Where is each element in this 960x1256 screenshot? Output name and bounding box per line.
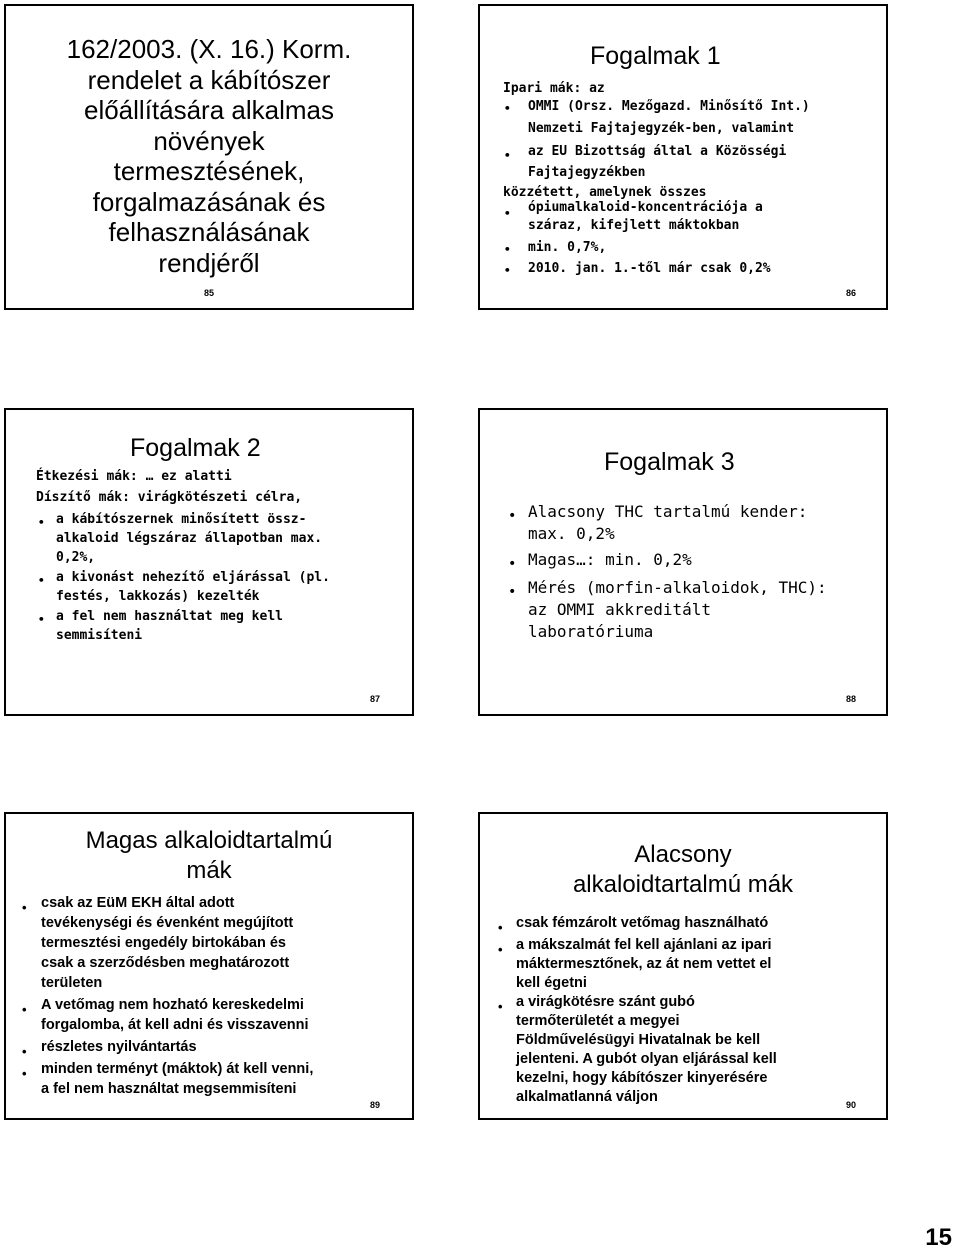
bullet-dot-icon: • xyxy=(504,243,511,256)
body-line: festés, lakkozás) kezelték xyxy=(56,589,260,604)
body-line: ópiumalkaloid-koncentrációja a xyxy=(528,200,763,215)
bullet-dot-icon: • xyxy=(38,574,45,587)
body-line: csak a szerződésben meghatározott xyxy=(41,955,290,971)
bullet-dot-icon: • xyxy=(508,508,517,524)
body-line: Földművelésügyi Hivatalnak be kell xyxy=(516,1032,761,1048)
body-line: Nemzeti Fajtajegyzék-ben, valamint xyxy=(528,121,795,136)
body-line: az EU Bizottság által a Közösségi xyxy=(528,144,787,159)
heading-line: Magas alkaloidtartalmú xyxy=(85,827,333,854)
body-line: jelenteni. A gubót olyan eljárással kell xyxy=(516,1051,777,1067)
body-line: Mérés (morfin-alkaloidok, THC): xyxy=(528,578,827,597)
bullet-dot-icon: • xyxy=(38,613,45,626)
slide-number: 89 xyxy=(370,1100,381,1110)
bullet-dot-icon: • xyxy=(498,920,503,935)
body-line: OMMI (Orsz. Mezőgazd. Minősítő Int.) xyxy=(528,99,810,114)
slide-heading: Fogalmak 2 xyxy=(130,434,261,462)
bullet-dot-icon: • xyxy=(504,264,511,277)
title-line: forgalmazásának és xyxy=(92,186,326,217)
heading-line: alkaloidtartalmú mák xyxy=(572,871,794,898)
slide-85-title xyxy=(6,34,412,278)
bullet-dot-icon: • xyxy=(22,1002,27,1017)
body-line: máktermesztőnek, az át nem vettet el xyxy=(516,956,772,972)
page-number: 15 xyxy=(925,1224,952,1251)
slide-heading: Fogalmak 3 xyxy=(604,448,735,476)
heading-line: Alacsony xyxy=(634,841,732,868)
bullet-dot-icon: • xyxy=(504,149,511,162)
slide-heading xyxy=(6,826,412,886)
slide-number: 87 xyxy=(370,694,381,704)
bullet-dot-icon: • xyxy=(508,584,517,600)
title-line: rendjéről xyxy=(158,247,260,278)
body-line: forgalomba, át kell adni és visszavenni xyxy=(41,1017,309,1033)
bullet-dot-icon: • xyxy=(22,1044,27,1059)
slide-heading: Fogalmak 1 xyxy=(590,42,721,70)
body-line: Magas…: min. 0,2% xyxy=(528,550,692,569)
bullet-dot-icon: • xyxy=(22,1066,27,1081)
body-line: száraz, kifejlett máktokban xyxy=(528,218,740,233)
bullet-dot-icon: • xyxy=(504,102,511,115)
body-line: az OMMI akkreditált xyxy=(528,600,712,619)
body-line: min. 0,7%, xyxy=(528,240,607,255)
bullet-dot-icon: • xyxy=(22,900,27,915)
body-line: laboratóriuma xyxy=(528,622,654,641)
slide-number: 90 xyxy=(846,1100,857,1110)
body-line: Alacsony THC tartalmú kender: xyxy=(528,502,808,521)
body-line: a fel nem használtat meg kell xyxy=(56,609,283,624)
slide-heading xyxy=(480,840,886,900)
body-line: 2010. jan. 1.-től már csak 0,2% xyxy=(528,261,771,276)
body-line: 0,2%, xyxy=(56,550,96,565)
slide-number: 85 xyxy=(204,288,215,298)
slide-87 xyxy=(4,408,414,716)
body-line: kell égetni xyxy=(516,975,587,991)
title-line: 162/2003. (X. 16.) Korm. xyxy=(66,34,352,64)
body-line: alkalmatlanná váljon xyxy=(516,1089,658,1105)
body-line: max. 0,2% xyxy=(528,524,615,543)
body-line: csak az EüM EKH által adott xyxy=(41,895,235,911)
title-line: felhasználásának xyxy=(108,217,310,247)
body-line: részletes nyilvántartás xyxy=(41,1039,197,1055)
body-line: a virágkötésre szánt gubó xyxy=(516,994,695,1010)
title-line: előállítására alkalmas xyxy=(83,95,334,125)
bullet-dot-icon: • xyxy=(508,556,517,572)
body-line: a kivonást nehezítő eljárással (pl. xyxy=(56,570,330,585)
body-line: a kábítószernek minősített össz- xyxy=(56,512,307,527)
body-line: közzétett, amelynek összes xyxy=(503,185,707,200)
body-line: tevékenységi és évenként megújított xyxy=(41,915,294,931)
body-line: alkaloid légszáraz állapotban max. xyxy=(56,531,323,546)
slide-85 xyxy=(4,4,414,310)
body-line: Díszítő mák: virágkötészeti célra, xyxy=(36,490,303,505)
slide-88 xyxy=(478,408,888,716)
heading-line: mák xyxy=(186,857,232,884)
body-line: A vetőmag nem hozható kereskedelmi xyxy=(41,997,304,1013)
bullet-dot-icon: • xyxy=(504,207,511,220)
body-line: semmisíteni xyxy=(56,628,143,643)
body-line: Ipari mák: az xyxy=(503,81,605,96)
body-line: a fel nem használtat megsemmisíteni xyxy=(41,1081,297,1097)
bullet-dot-icon: • xyxy=(38,516,45,529)
slide-number: 88 xyxy=(846,694,857,704)
slide-90 xyxy=(478,812,888,1120)
title-line: rendelet a kábítószer xyxy=(87,64,331,95)
body-line: termesztési engedély birtokában és xyxy=(41,935,286,951)
body-line: kezelni, hogy kábítószer kinyerésére xyxy=(516,1070,768,1086)
slide-86 xyxy=(478,4,888,310)
body-line: minden terményt (máktok) át kell venni, xyxy=(41,1061,314,1077)
body-line: termőterületét a megyei xyxy=(516,1013,680,1029)
title-line: termesztésének, xyxy=(113,156,305,186)
body-line: Fajtajegyzékben xyxy=(528,165,646,180)
bullet-dot-icon: • xyxy=(498,942,503,957)
body-line: a mákszalmát fel kell ajánlani az ipari xyxy=(516,937,772,953)
body-line: csak fémzárolt vetőmag használható xyxy=(516,915,769,931)
slide-89 xyxy=(4,812,414,1120)
title-line: növények xyxy=(153,125,265,156)
slide-number: 86 xyxy=(846,288,857,298)
body-line: Étkezési mák: … ez alatti xyxy=(36,469,232,484)
body-line: területen xyxy=(41,975,103,991)
bullet-dot-icon: • xyxy=(498,999,503,1014)
